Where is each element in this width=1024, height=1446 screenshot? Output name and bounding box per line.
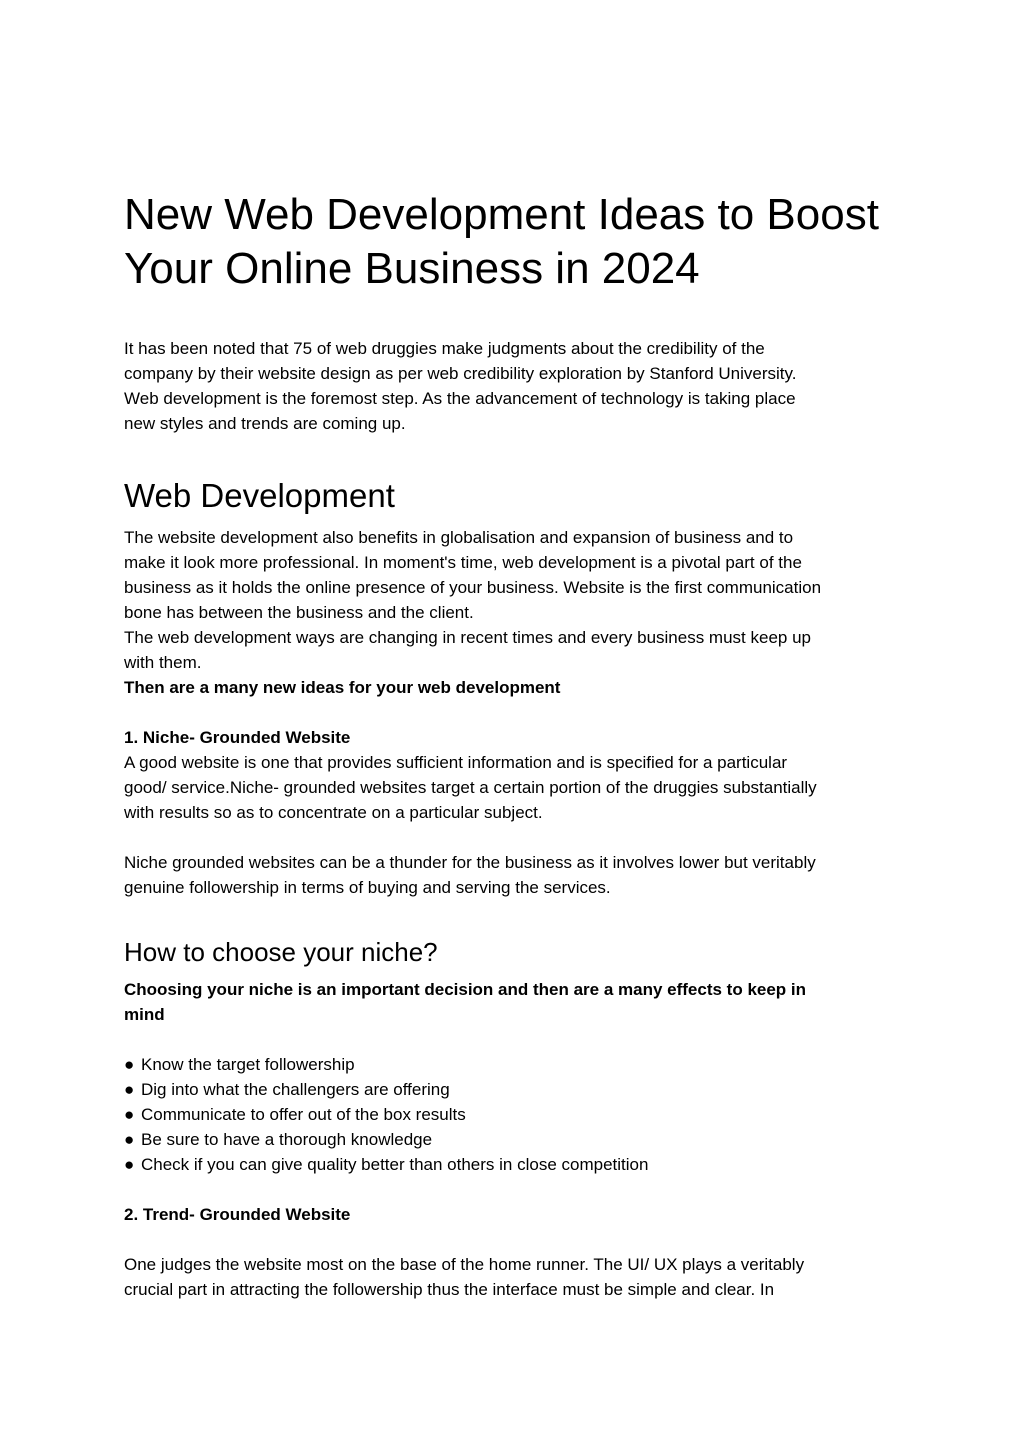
paragraph-line: with results so as to concentrate on a particular subject. bbox=[124, 803, 543, 822]
list-item bbox=[124, 1102, 914, 1127]
bullet-icon: ● bbox=[124, 1130, 135, 1149]
paragraph-line: The web development ways are changing in recent times and every business must keep up bbox=[124, 628, 811, 647]
paragraph-line: Choosing your niche is an important decision and then are a many effects to keep in bbox=[124, 980, 807, 999]
intro-line: company by their website design as per web credibility exploration by Stanford University. bbox=[124, 364, 797, 383]
paragraph-line: The website development also benefits in globalisation and expansion of business and to bbox=[124, 528, 794, 547]
bullet-icon: ● bbox=[124, 1080, 135, 1099]
paragraph-line: make it look more professional. In moment's time, web development is a pivotal part of the bbox=[124, 553, 802, 572]
document-title bbox=[124, 188, 914, 296]
list-item-text: Dig into what the challengers are offering bbox=[141, 1080, 450, 1099]
item-1-heading: 1. Niche- Grounded Website bbox=[124, 728, 351, 747]
paragraph-line: good/ service.Niche- grounded websites target a certain portion of the druggies substantially bbox=[124, 778, 817, 797]
paragraph-line: mind bbox=[124, 1005, 165, 1024]
choose-niche-intro bbox=[124, 977, 914, 1027]
item-2-heading: 2. Trend- Grounded Website bbox=[124, 1205, 351, 1224]
bullet-icon: ● bbox=[124, 1055, 135, 1074]
list-item bbox=[124, 1127, 914, 1152]
paragraph-line: with them. bbox=[124, 653, 202, 672]
paragraph-line: genuine followership in terms of buying and serving the services. bbox=[124, 878, 611, 897]
bullet-icon: ● bbox=[124, 1155, 135, 1174]
bold-lead-line: Then are a many new ideas for your web development bbox=[124, 678, 561, 697]
intro-line: It has been noted that 75 of web druggies make judgments about the credibility of the bbox=[124, 339, 765, 358]
document-page bbox=[124, 188, 914, 1302]
paragraph-line: bone has between the business and the client. bbox=[124, 603, 474, 622]
title-line-2: Your Online Business in 2024 bbox=[124, 244, 700, 293]
item-1-paragraph-2 bbox=[124, 850, 914, 900]
paragraph-line: crucial part in attracting the followership thus the interface must be simple and clear. In bbox=[124, 1280, 775, 1299]
list-item-text: Be sure to have a thorough knowledge bbox=[141, 1130, 433, 1149]
list-item bbox=[124, 1052, 914, 1077]
paragraph-line: One judges the website most on the base of the home runner. The UI/ UX plays a veritably bbox=[124, 1255, 805, 1274]
list-item-text: Communicate to offer out of the box results bbox=[141, 1105, 466, 1124]
intro-paragraph bbox=[124, 336, 914, 436]
paragraph-line: A good website is one that provides sufficient information and is specified for a particular bbox=[124, 753, 788, 772]
list-item-text: Know the target followership bbox=[141, 1055, 355, 1074]
list-item-text: Check if you can give quality better than others in close competition bbox=[141, 1155, 649, 1174]
niche-tips-list bbox=[124, 1052, 914, 1177]
paragraph-line: Niche grounded websites can be a thunder for the business as it involves lower but veritably bbox=[124, 853, 816, 872]
list-item bbox=[124, 1077, 914, 1102]
paragraph-line: business as it holds the online presence of your business. Website is the first communication bbox=[124, 578, 822, 597]
web-development-paragraph bbox=[124, 525, 914, 700]
section-heading-web-development: Web Development bbox=[124, 477, 395, 514]
intro-line: Web development is the foremost step. As the advancement of technology is taking place bbox=[124, 389, 796, 408]
item-1-paragraph bbox=[124, 750, 914, 825]
section-heading-choose-niche: How to choose your niche? bbox=[124, 937, 438, 967]
item-2-paragraph bbox=[124, 1252, 914, 1302]
title-line-1: New Web Development Ideas to Boost bbox=[124, 190, 879, 239]
intro-line: new styles and trends are coming up. bbox=[124, 414, 406, 433]
list-item bbox=[124, 1152, 914, 1177]
bullet-icon: ● bbox=[124, 1105, 135, 1124]
